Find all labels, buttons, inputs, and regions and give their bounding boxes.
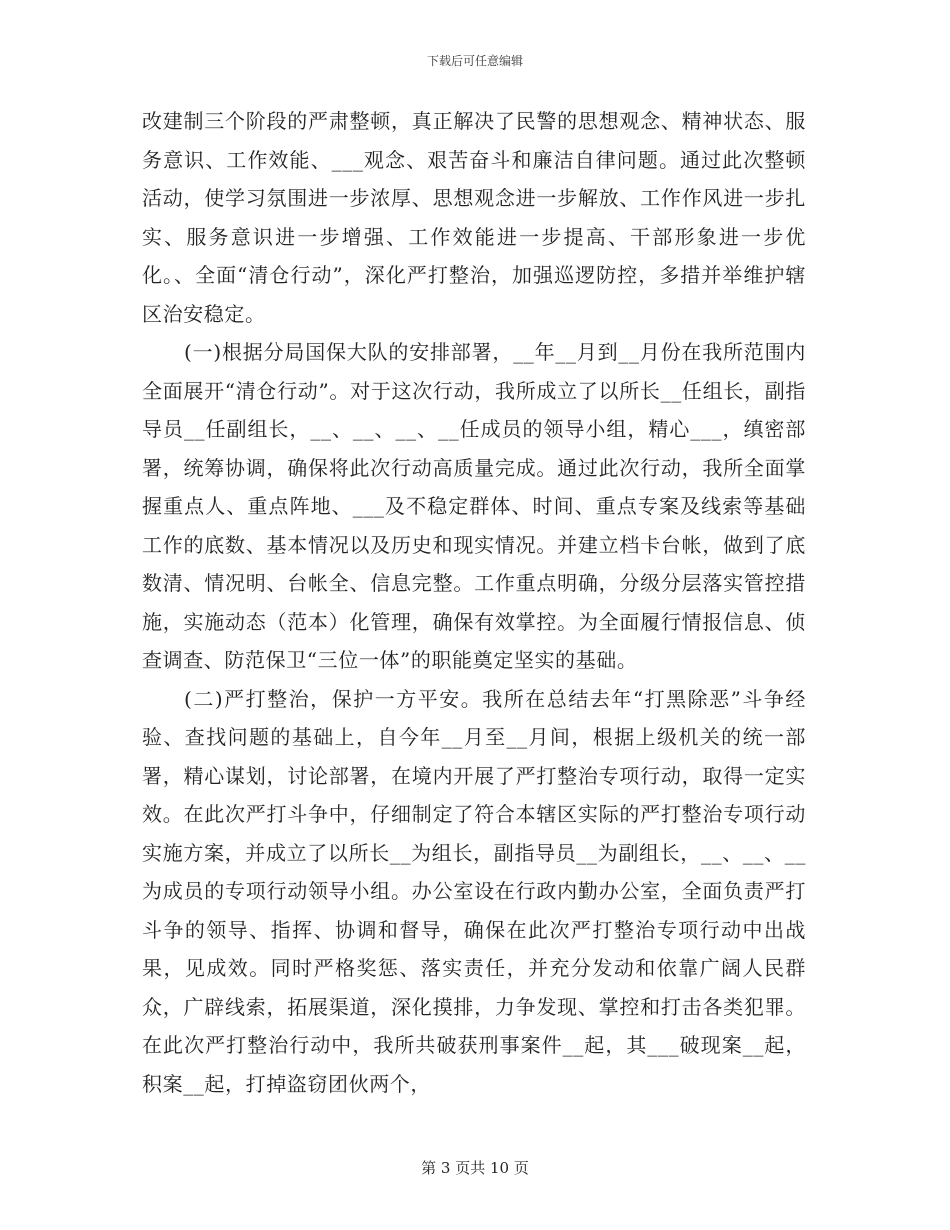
paragraph-section-two: (二)严打整治，保护一方平安。我所在总结去年“打黑除恶”斗争经验、查找问题的基础上，自今年__月至__月间，根据上级机关的统一部署，精心谋划，讨论部署，在境内开展了严打整治专项行动，取得一定实效。在此次严打斗争中，仔细制定了符合本辖区实际的严打整治专项行动实施方案，并成立了以所长__为组长，副指导员__为副组长，__、__、__为成员的专项行动领导小组。办公室设在行政内勤办公室，全面负责严打斗争的领导、指挥、协调和督导，确保在此次严打整治专项行动中出战果，见成效。同时严格奖惩、落实责任，并充分发动和依靠广阔人民群众，广辟线索，拓展渠道，深化摸排，力争发现、掌控和打击各类犯罪。在此次严打整治行动中，我所共破获刑事案件__起，其___破现案__起，积案__起，打掉盗窃团伙两个， — [142, 686, 806, 1096]
paragraph-continuation: 改建制三个阶段的严肃整顿，真正解决了民警的思想观念、精神状态、服务意识、工作效能、___观念、艰苦奋斗和廉洁自律问题。通过此次整顿活动，使学习氛围进一步浓厚、思想观念进一步解放、工作作风进一步扎实、服务意识进一步增强、工作效能进一步提高、干部形象进一步优化。、全面“清仓行动”，深化严打整治，加强巡逻防控，多措并举维护辖区治安稳定。 — [142, 109, 806, 326]
page-header: 下载后可任意编辑 — [426, 54, 523, 68]
paragraph-section-one: (一)根据分局国保大队的安排部署，__年__月到__月份在我所范围内全面展开“清仓行动”。对于这次行动，我所成立了以所长__任组长，副指导员__任副组长，__、__、__、__任成员的领导小组，精心___，缜密部署，统筹协调，确保将此次行动高质量完成。通过此次行动，我所全面掌握重点人、重点阵地、___及不稳定群体、时间、重点专案及线索等基础工作的底数、基本情况以及历史和现实情况。并建立档卡台帐，做到了底数清、情况明、台帐全、信息完整。工作重点明确，分级分层落实管控措施，实施动态（范本）化管理，确保有效掌控。为全面履行情报信息、侦查调查、防范保卫“三位一体”的职能奠定坚实的基础。 — [142, 340, 806, 672]
page-footer: 第 3 页共 10 页 — [421, 1159, 529, 1177]
document-body — [142, 102, 806, 1103]
